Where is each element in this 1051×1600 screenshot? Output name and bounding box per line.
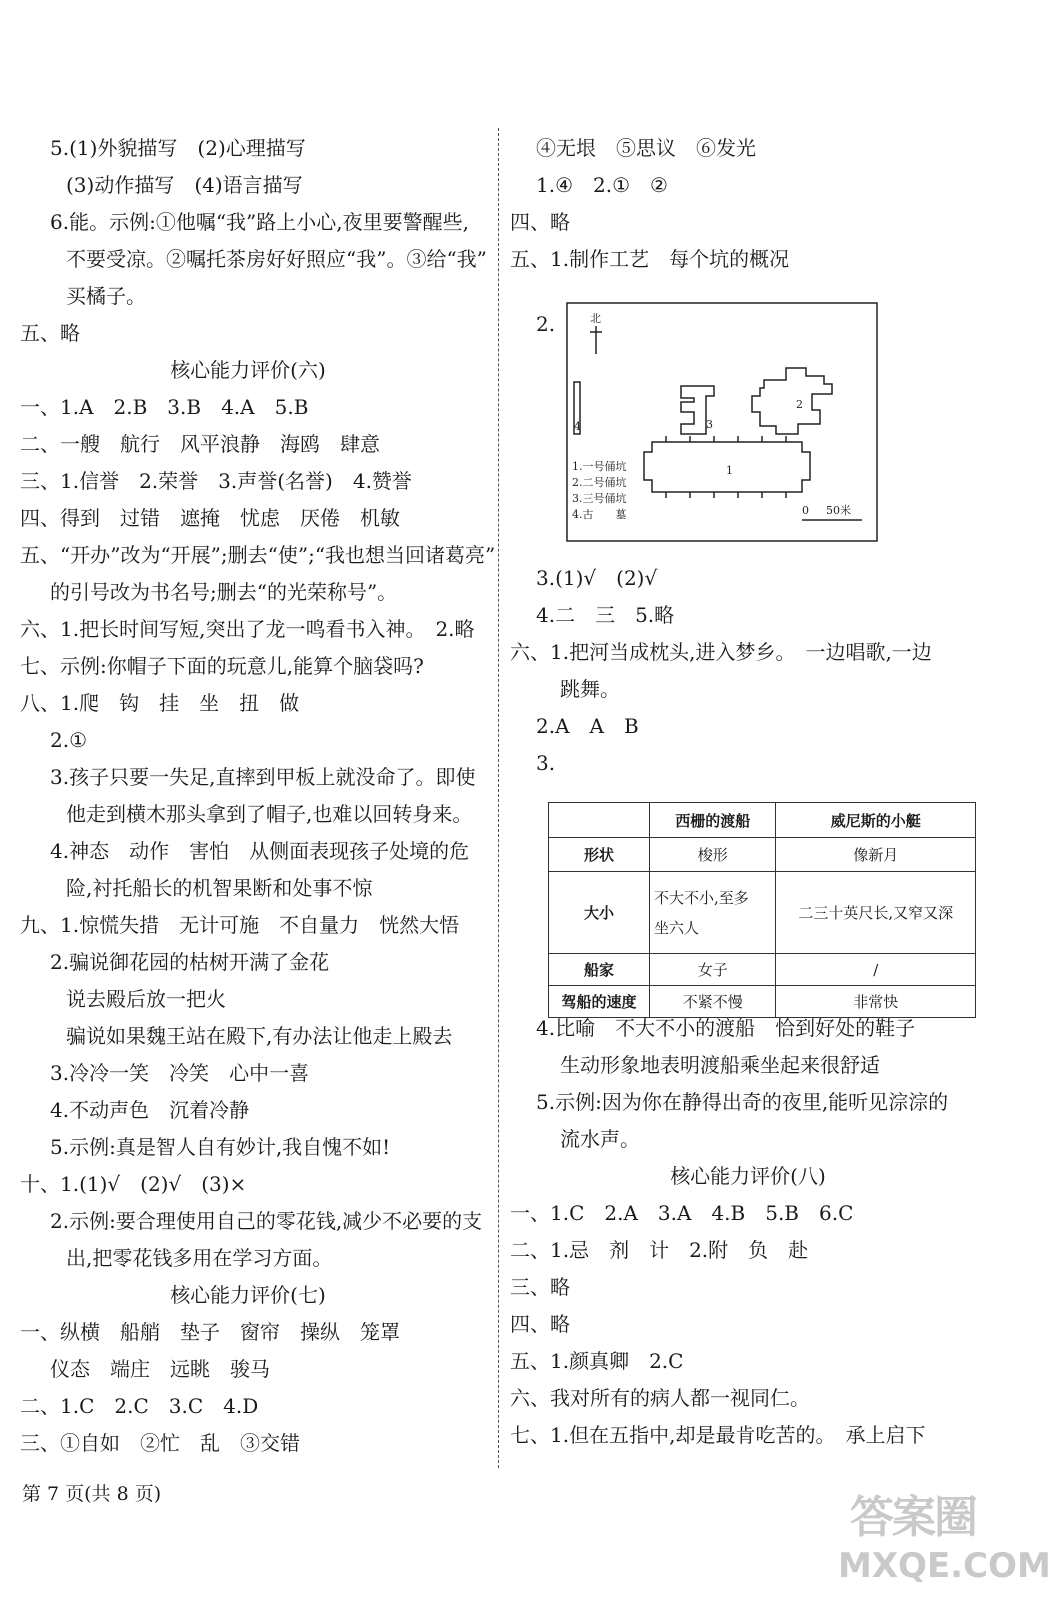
answer-line: 一、1.A 2.B 3.B 4.A 5.B bbox=[20, 395, 309, 419]
answer-line: 说去殿后放一把火 bbox=[66, 987, 226, 1011]
watermark-url: MXQE.COM bbox=[838, 1546, 1051, 1586]
table-header: 威尼斯的小艇 bbox=[776, 803, 976, 838]
table-header: 西栅的渡船 bbox=[650, 803, 776, 838]
answer-line: 七、1.但在五指中,却是最肯吃苦的。 承上启下 bbox=[510, 1423, 926, 1447]
section-title: 核心能力评价(六) bbox=[170, 358, 326, 382]
answer-line: 4.比喻 不大不小的渡船 恰到好处的鞋子 bbox=[536, 1016, 916, 1040]
answer-line: 他走到横木那头拿到了帽子,也难以回转身来。 bbox=[66, 802, 473, 826]
answer-line: (3)动作描写 (4)语言描写 bbox=[66, 173, 303, 197]
answer-line: 二、1.忌 剂 计 2.附 负 赴 bbox=[510, 1238, 809, 1262]
answer-line: 六、我对所有的病人都一视同仁。 bbox=[510, 1386, 810, 1410]
section-title: 核心能力评价(八) bbox=[670, 1164, 826, 1188]
row-label: 大小 bbox=[549, 872, 650, 954]
answer-line: 三、①自如 ②忙 乱 ③交错 bbox=[20, 1431, 300, 1455]
pit-3-label: 3 bbox=[706, 418, 713, 431]
answer-line: 5.示例:真是智人自有妙计,我自愧不如! bbox=[50, 1135, 391, 1159]
pit-2-label: 2 bbox=[796, 398, 803, 411]
answer-line: 三、1.信誉 2.荣誉 3.声誉(名誉) 4.赞誉 bbox=[20, 469, 412, 493]
answer-line: ④无垠 ⑤思议 ⑥发光 bbox=[536, 136, 756, 160]
table-cell: 梭形 bbox=[650, 838, 776, 872]
answer-line: 五、1.颜真卿 2.C bbox=[510, 1349, 684, 1373]
scale-value: 50米 bbox=[826, 504, 851, 517]
answer-line: 六、1.把长时间写短,突出了龙一鸣看书入神。 2.略 bbox=[20, 617, 475, 641]
answer-line: 生动形象地表明渡船乘坐起来很舒适 bbox=[560, 1053, 880, 1077]
row-label: 形状 bbox=[549, 838, 650, 872]
pit-1-label: 1 bbox=[726, 464, 733, 477]
table-cell: 二三十英尺长,又窄又深 bbox=[776, 872, 976, 954]
answer-line: 骗说如果魏王站在殿下,有办法让他走上殿去 bbox=[66, 1024, 453, 1048]
site-watermark bbox=[838, 1490, 1051, 1596]
watermark-logo: 答案圈 bbox=[850, 1492, 976, 1543]
answer-line: 5.(1)外貌描写 (2)心理描写 bbox=[50, 136, 306, 160]
answer-line: 不要受凉。②嘱托茶房好好照应“我”。③给“我” bbox=[66, 247, 487, 271]
answer-line: 3. bbox=[536, 751, 556, 775]
north-arrow-icon bbox=[590, 326, 602, 354]
answer-line: 八、1.爬 钩 挂 坐 扭 做 bbox=[20, 691, 300, 715]
table-cell: / bbox=[776, 954, 976, 986]
table-cell: 不紧不慢 bbox=[650, 986, 776, 1018]
pit-4-label: 4 bbox=[574, 420, 581, 433]
answer-line: 二、一艘 航行 风平浪静 海鸥 肆意 bbox=[20, 432, 380, 456]
answer-line: 五、“开办”改为“开展”;删去“使”;“我也想当回诸葛亮” bbox=[20, 543, 496, 567]
answer-line: 买橘子。 bbox=[66, 284, 146, 308]
answer-line: 3.孩子只要一失足,直摔到甲板上就没命了。即使 bbox=[50, 765, 476, 789]
pit-2-shape bbox=[752, 368, 832, 434]
answer-line: 出,把零花钱多用在学习方面。 bbox=[66, 1246, 333, 1270]
answer-line: 二、1.C 2.C 3.C 4.D bbox=[20, 1394, 259, 1418]
answer-line: 五、1.制作工艺 每个坑的概况 bbox=[510, 247, 790, 271]
answer-line: 七、示例:你帽子下面的玩意儿,能算个脑袋吗? bbox=[20, 654, 424, 678]
answer-line: 四、略 bbox=[510, 210, 570, 234]
answer-line: 的引号改为书名号;删去“的光荣称号”。 bbox=[50, 580, 398, 604]
page-number: 第 7 页(共 8 页) bbox=[22, 1483, 162, 1505]
answer-line: 5.示例:因为你在静得出奇的夜里,能听见淙淙的 bbox=[536, 1090, 949, 1114]
answer-line: 险,衬托船长的机智果断和处事不惊 bbox=[66, 876, 373, 900]
answer-line: 2.A A B bbox=[536, 714, 639, 738]
terracotta-pits-map bbox=[566, 302, 878, 542]
comparison-table bbox=[548, 802, 976, 1018]
column-divider bbox=[498, 128, 499, 1468]
table-header-row bbox=[549, 803, 976, 838]
table-header bbox=[549, 803, 650, 838]
north-label: 北 bbox=[590, 312, 601, 325]
legend-item: 3.三号俑坑 bbox=[572, 492, 627, 505]
row-label: 船家 bbox=[549, 954, 650, 986]
answer-line: 流水声。 bbox=[560, 1127, 640, 1151]
answer-line: 6.能。示例:①他嘱“我”路上小心,夜里要警醒些, bbox=[50, 210, 469, 234]
answer-line: 3.冷冷一笑 冷笑 心中一喜 bbox=[50, 1061, 310, 1085]
section-title: 核心能力评价(七) bbox=[170, 1283, 326, 1307]
answer-line: 仪态 端庄 远眺 骏马 bbox=[50, 1357, 270, 1381]
answer-line: 4.不动声色 沉着冷静 bbox=[50, 1098, 250, 1122]
answer-line: 四、得到 过错 遮掩 忧虑 厌倦 机敏 bbox=[20, 506, 400, 530]
table-cell: 像新月 bbox=[776, 838, 976, 872]
answer-line: 4.二 三 5.略 bbox=[536, 603, 675, 627]
legend-item: 2.二号俑坑 bbox=[572, 476, 627, 489]
answer-line: 六、1.把河当成枕头,进入梦乡。 一边唱歌,一边 bbox=[510, 640, 932, 664]
answer-line: 1.④ 2.① ② bbox=[536, 173, 668, 197]
answer-line: 3.(1)√ (2)√ bbox=[536, 566, 658, 590]
row-label: 驾船的速度 bbox=[549, 986, 650, 1018]
answer-line: 一、1.C 2.A 3.A 4.B 5.B 6.C bbox=[510, 1201, 854, 1225]
answer-line: 十、1.(1)√ (2)√ (3)× bbox=[20, 1172, 247, 1196]
answer-line: 四、略 bbox=[510, 1312, 570, 1336]
answer-line: 跳舞。 bbox=[560, 677, 620, 701]
answer-line: 五、略 bbox=[20, 321, 80, 345]
answer-line: 2.示例:要合理使用自己的零花钱,减少不必要的支 bbox=[50, 1209, 483, 1233]
table-row bbox=[549, 872, 976, 954]
table-row bbox=[549, 838, 976, 872]
answer-line: 九、1.惊慌失措 无计可施 不自量力 恍然大悟 bbox=[20, 913, 460, 937]
legend-item: 4.古 墓 bbox=[572, 508, 627, 521]
table-cell: 非常快 bbox=[776, 986, 976, 1018]
answer-line: 一、纵横 船艄 垫子 窗帘 操纵 笼罩 bbox=[20, 1320, 400, 1344]
table-cell: 女子 bbox=[650, 954, 776, 986]
answer-line: 2. bbox=[536, 312, 556, 336]
table-row bbox=[549, 986, 976, 1018]
legend-item: 1.一号俑坑 bbox=[572, 460, 627, 473]
scale-zero: 0 bbox=[802, 504, 809, 517]
answer-line: 2.骗说御花园的枯树开满了金花 bbox=[50, 950, 330, 974]
table-row bbox=[549, 954, 976, 986]
answer-line: 三、略 bbox=[510, 1275, 570, 1299]
answer-line: 4.神态 动作 害怕 从侧面表现孩子处境的危 bbox=[50, 839, 470, 863]
table-cell: 不大不小,至多 坐六人 bbox=[650, 872, 776, 954]
answer-line: 2.① bbox=[50, 728, 88, 752]
